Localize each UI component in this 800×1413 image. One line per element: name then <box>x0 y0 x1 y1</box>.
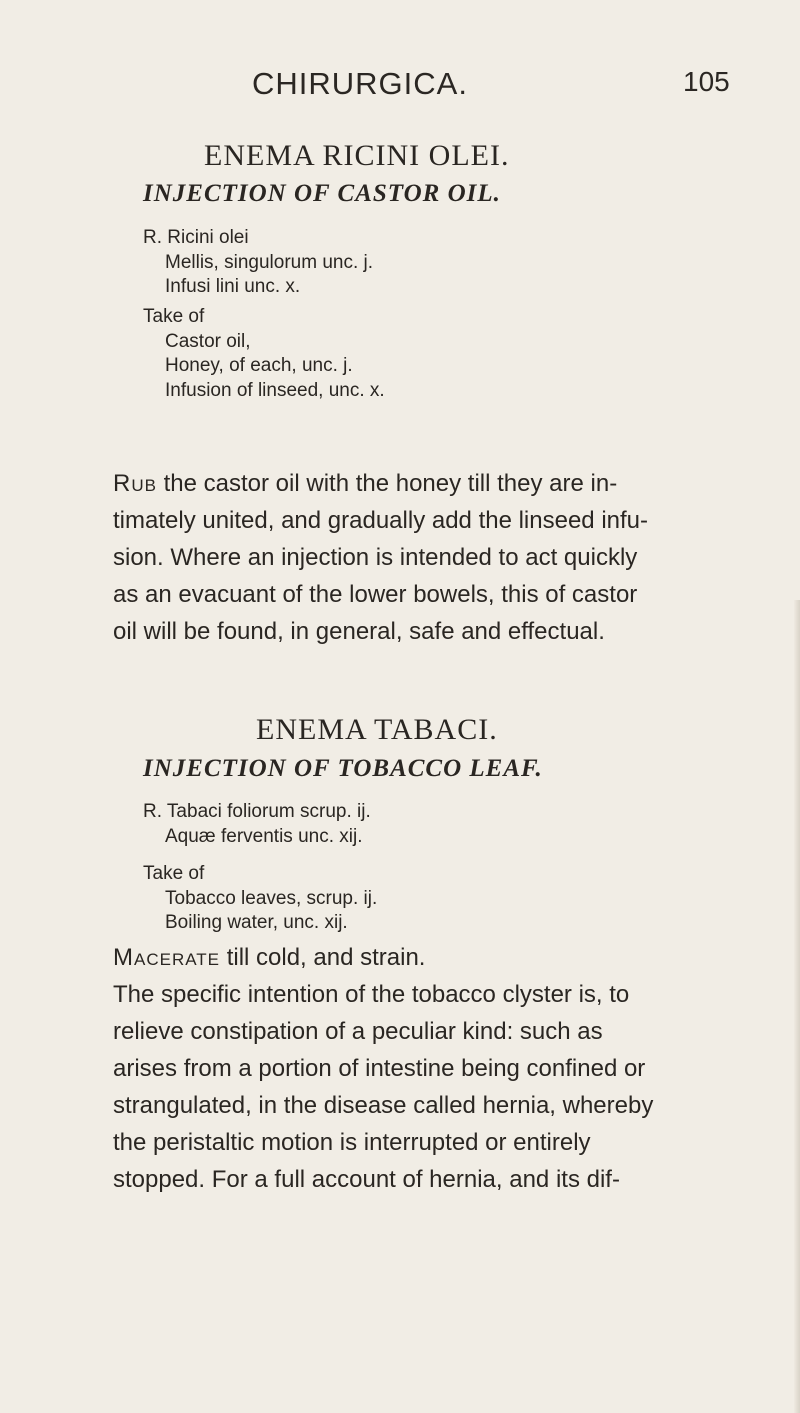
running-head <box>0 66 800 106</box>
recipe-line: Take of <box>143 863 205 884</box>
recipe-line: R. Tabaci foliorum scrup. ij. <box>143 801 371 822</box>
running-title: CHIRURGICA. <box>252 66 468 101</box>
paragraph-line <box>113 465 713 502</box>
paragraph-line: stopped. For a full account of hernia, and its dif- <box>113 1166 620 1193</box>
section-subtitle-tobacco: INJECTION OF TOBACCO LEAF. <box>143 755 543 782</box>
paragraph-line: timately united, and gradually add the linseed infu- <box>113 507 649 534</box>
paragraph-tobacco <box>113 939 713 1198</box>
paragraph-line: strangulated, in the disease called hernia, whereby <box>113 1092 654 1119</box>
recipe-line: Aquæ ferventis unc. xij. <box>165 825 363 847</box>
paragraph-line: oil will be found, in general, safe and effectual. <box>113 618 605 645</box>
line-text: the castor oil with the honey till they are in- <box>156 470 618 497</box>
recipe-line: Infusi lini unc. x. <box>165 276 301 297</box>
page-number: 105 <box>683 66 730 97</box>
recipe-line: Boiling water, unc. xij. <box>165 912 348 933</box>
paragraph-line: relieve constipation of a peculiar kind: such as <box>113 1018 603 1045</box>
paragraph-line: sion. Where an injection is intended to act quickly <box>113 544 638 571</box>
paragraph-line: The specific intention of the tobacco clyster is, to <box>113 981 630 1008</box>
section-subtitle-castor-oil: INJECTION OF CASTOR OIL. <box>143 180 501 207</box>
latin-recipe-castor-oil <box>143 226 373 300</box>
english-recipe-castor-oil <box>143 305 385 403</box>
page-edge-shadow <box>794 600 800 1413</box>
recipe-line: Infusion of linseed, unc. x. <box>165 379 385 401</box>
paragraph-line: arises from a portion of intestine being confined or <box>113 1055 646 1082</box>
section-title-tobacco: ENEMA TABACI. <box>256 713 498 746</box>
lead-word: Rub <box>113 470 157 497</box>
recipe-line: Mellis, singulorum unc. j. <box>165 251 374 273</box>
recipe-line: Castor oil, <box>165 330 251 352</box>
paragraph-line: the peristaltic motion is interrupted or entirely <box>113 1129 591 1156</box>
recipe-line: R. Ricini olei <box>143 227 249 248</box>
lead-word: Macerate <box>113 944 221 971</box>
recipe-line: Tobacco leaves, scrup. ij. <box>165 887 378 909</box>
paragraph-line <box>113 939 713 976</box>
recipe-line: Take of <box>143 306 205 327</box>
english-recipe-tobacco <box>143 862 377 936</box>
recipe-line: Honey, of each, unc. j. <box>165 355 353 376</box>
section-title-castor-oil: ENEMA RICINI OLEI. <box>204 139 510 172</box>
paragraph-castor-oil <box>113 465 713 650</box>
paragraph-line: as an evacuant of the lower bowels, this of castor <box>113 581 638 608</box>
line-text: till cold, and strain. <box>220 944 426 971</box>
latin-recipe-tobacco <box>143 800 371 849</box>
